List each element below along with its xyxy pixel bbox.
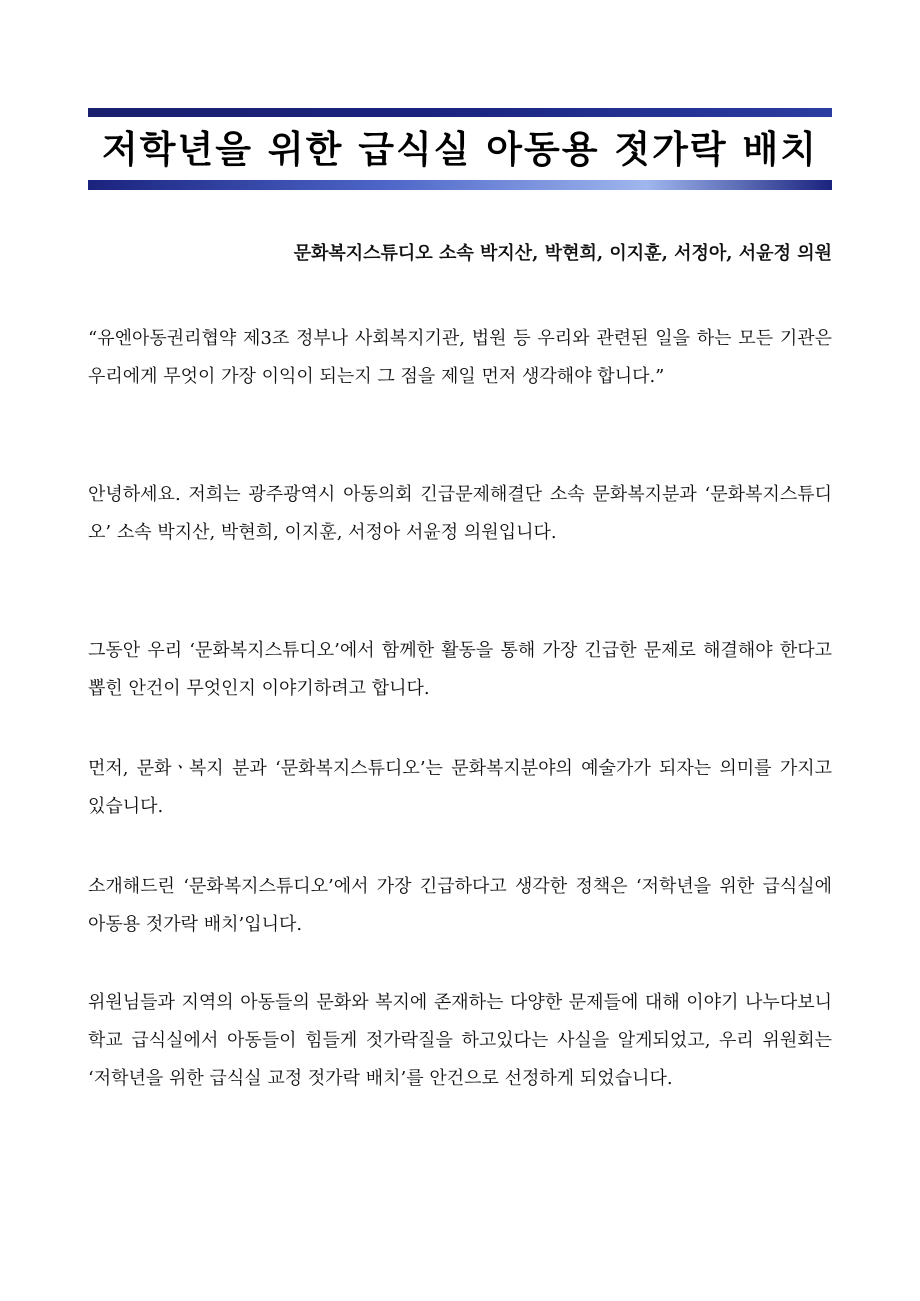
paragraph-greeting: 안녕하세요. 저희는 광주광역시 아동의회 긴급문제해결단 소속 문화복지분과 ‘문화복지스튜디오’ 소속 박지산, 박현희, 이지훈, 서정아 서윤정 의원입니다. — [88, 484, 832, 543]
title-bottom-rule — [88, 180, 832, 190]
title-banner — [88, 108, 832, 192]
paragraph-background: 위원님들과 지역의 아동들의 문화와 복지에 존재하는 다양한 문제들에 대해 이야기 나누다보니 학교 급식실에서 아동들이 힘들게 젓가락질을 하고있다는 사실을 알게되었고, 우리 위원회는 ‘저학년을 위한 급식실 교정 젓가락 배치’를 안건으로 선정하게 되었습니다. — [88, 992, 832, 1089]
document-title: 저학년을 위한 급식실 아동용 젓가락 배치 — [101, 128, 819, 171]
paragraph-meaning: 먼저, 문화ㆍ복지 분과 ‘문화복지스튜디오’는 문화복지분야의 예술가가 되자는 의미를 가지고 있습니다. — [88, 758, 832, 817]
title-top-rule — [88, 108, 832, 117]
paragraph-policy: 소개해드린 ‘문화복지스튜디오’에서 가장 긴급하다고 생각한 정책은 ‘저학년을 위한 급식실에 아동용 젓가락 배치’입니다. — [88, 876, 832, 935]
paragraph-quote: “유엔아동권리협약 제3조 정부나 사회복지기관, 법원 등 우리와 관련된 일을 하는 모든 기관은 우리에게 무엇이 가장 이익이 되는지 그 점을 제일 먼저 생각해야 합니다.” — [88, 328, 832, 387]
paragraph-intro: 그동안 우리 ‘문화복지스튜디오’에서 함께한 활동을 통해 가장 긴급한 문제로 해결해야 한다고 뽑힌 안건이 무엇인지 이야기하려고 합니다. — [88, 640, 832, 699]
author-byline: 문화복지스튜디오 소속 박지산, 박현희, 이지훈, 서정아, 서윤정 의원 — [293, 243, 832, 264]
